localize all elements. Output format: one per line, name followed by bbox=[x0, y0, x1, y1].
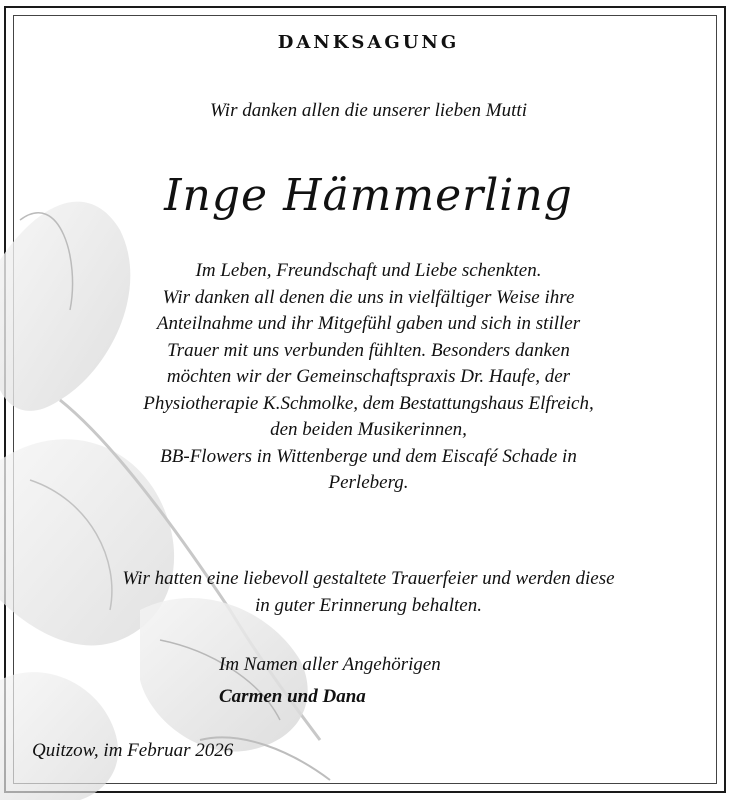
deceased-name: Inge Hämmerling bbox=[164, 170, 573, 221]
closing-paragraph bbox=[0, 566, 737, 619]
text-line: Trauer mit uns verbunden fühlten. Besonders danken bbox=[167, 339, 570, 361]
text-line: möchten wir der Gemeinschaftspraxis Dr. Haufe, der bbox=[166, 366, 571, 387]
signature-intro: Im Namen aller Angehörigen bbox=[219, 654, 441, 675]
text-line: Perleberg. bbox=[328, 472, 409, 493]
notice-heading: DANKSAGUNG bbox=[277, 32, 460, 53]
text-line: Im Leben, Freundschaft und Liebe schenkten. bbox=[195, 260, 542, 281]
intro-text: Wir danken allen die unserer lieben Mutti bbox=[210, 100, 527, 121]
text-line: in guter Erinnerung behalten. bbox=[255, 594, 482, 616]
text-line: BB-Flowers in Wittenberge und dem Eiscafé Schade in bbox=[160, 445, 577, 467]
text-line: Anteilnahme und ihr Mitgefühl gaben und sich in stiller bbox=[156, 313, 581, 334]
signature-names: Carmen und Dana bbox=[219, 686, 366, 707]
text-line: Wir hatten eine liebevoll gestaltete Trauerfeier und werden diese bbox=[122, 568, 615, 589]
text-line: den beiden Musikerinnen, bbox=[270, 419, 467, 440]
thanks-paragraph bbox=[0, 258, 737, 497]
text-line: Wir danken all denen die uns in vielfältiger Weise ihre bbox=[162, 286, 575, 308]
place-date: Quitzow, im Februar 2026 bbox=[32, 740, 234, 761]
text-line: Physiotherapie K.Schmolke, dem Bestattungshaus Elfreich, bbox=[143, 392, 594, 414]
